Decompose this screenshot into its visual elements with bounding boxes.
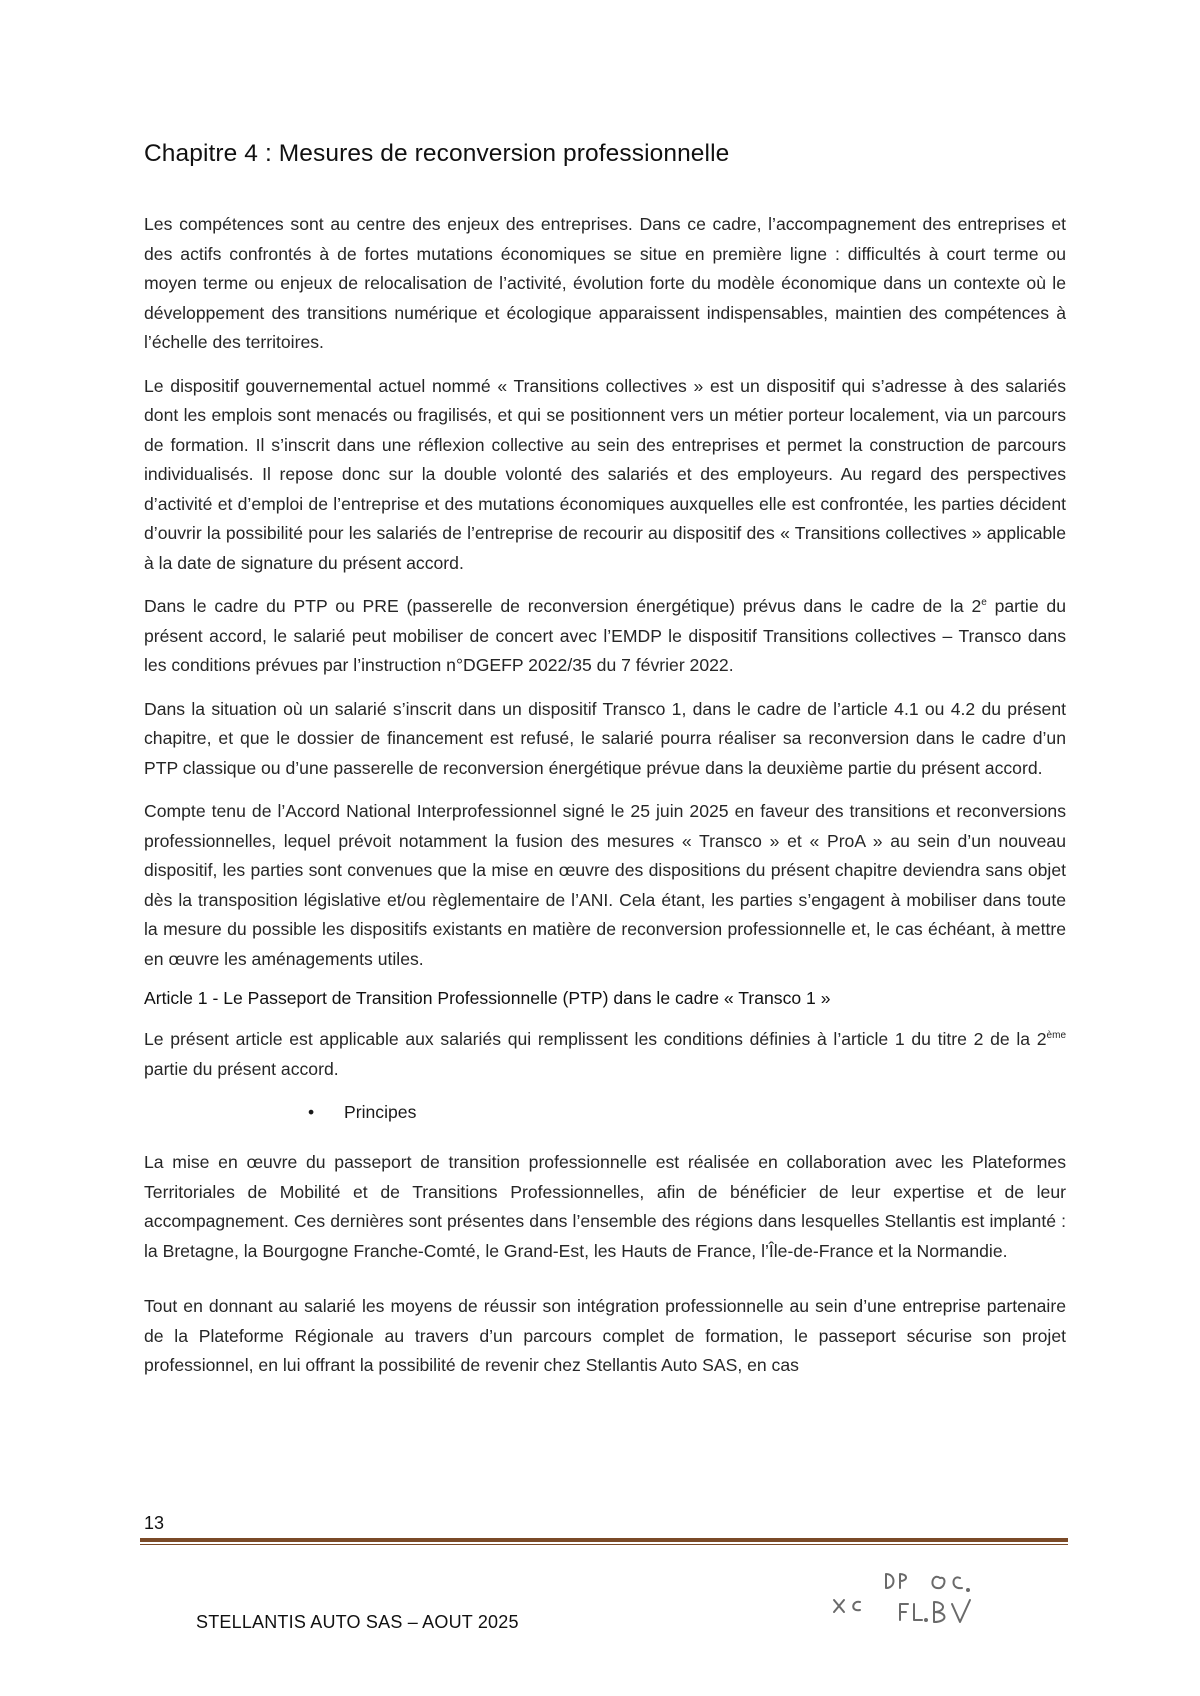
page-content [144,140,1066,1395]
paragraph-transitions-collectives: Le dispositif gouvernemental actuel nommé « Transitions collectives » est un dispositif qui s’adresse à des salariés dont les emplois sont menacés ou fragilisés, et qui se positionnent vers un métier porteur localement, via un parcours de formation. Il s’inscrit dans une réflexion collective au sein des entreprises et permet la construction de parcours individualisés. Il repose donc sur la double volonté des salariés et des employeurs. Au regard des perspectives d’activité et d’emploi de l’entreprise et des mutations économiques auxquelles elle est confrontée, les parties décident d’ouvrir la possibilité pour les salariés de l’entreprise de recourir au dispositif des « Transitions collectives » applicable à la date de signature du présent accord. [144,375,1066,573]
article-1-title: Article 1 - Le Passeport de Transition Professionnelle (PTP) dans le cadre « Transco 1 » [144,988,831,1008]
paragraph-passeport: Tout en donnant au salarié les moyens de réussir son intégration professionnelle au sein d’une entreprise partenaire de la Plateforme Régionale au travers d’un parcours complet de formation, le passeport sécurise son projet professionnel, en lui offrant la possibilité de revenir chez Stellantis Auto SAS, en cas [144,1296,1066,1375]
paragraph-plateformes: La mise en œuvre du passeport de transition professionnelle est réalisée en collaboration avec les Plateformes Territoriales de Mobilité et de Transitions Professionnelles, afin de bénéficier de leur expertise et de leur accompagnement. Ces dernières sont présentes dans l’ensemble des régions dans lesquelles Stellantis est implanté : la Bretagne, la Bourgogne Franche-Comté, le Grand-Est, les Hauts de France, l’Île-de-France et la Normandie. [144,1152,1066,1261]
bullet-dot-icon: • [308,1102,315,1122]
bullet-label: Principes [344,1102,417,1122]
paragraph-ptp-pre [144,592,1066,681]
paragraph-intro: Les compétences sont au centre des enjeux des entreprises. Dans ce cadre, l’accompagnement des entreprises et des actifs confrontés à de fortes mutations économiques se situe en première ligne : difficultés à court terme ou moyen terme ou enjeux de relocalisation de l’activité, évolution forte du modèle économique dans un contexte où le développement des transitions numérique et écologique apparaissent indispensables, maintien des compétences à l’échelle des territoires. [144,214,1066,352]
handwritten-initials-icon [828,1560,1008,1630]
paragraph-transco-refused: Dans la situation où un salarié s’inscrit dans un dispositif Transco 1, dans le cadre de l’article 4.1 ou 4.2 du présent chapitre, et que le dossier de financement est refusé, le salarié pourra réaliser sa reconversion dans le cadre d’un PTP classique ou d’une passerelle de reconversion énergétique prévue dans la deuxième partie du présent accord. [144,698,1066,778]
superscript-e: e [981,597,987,609]
article-1-intro-text-b: partie du présent accord. [144,1058,339,1079]
page-number: 13 [144,1513,165,1533]
paragraph-ptp-pre-text-b: partie du présent accord, le salarié peut mobiliser de concert avec l’EMDP le dispositif Transitions collectives – Transco dans les conditions prévues par l’instruction n°DGEFP 2022/35 du 7 février 2022. [144,596,1066,675]
bullet-principes [144,1098,1066,1126]
footer-rule-thick [140,1538,1068,1542]
paragraph-ptp-pre-text-a: Dans le cadre du PTP ou PRE (passerelle de reconversion énergétique) prévus dans le cadre de la 2 [144,596,982,616]
superscript-eme: ème [1046,1030,1066,1042]
footer-rule-thin [140,1544,1068,1545]
chapter-title: Chapitre 4 : Mesures de reconversion professionnelle [144,140,730,167]
paragraph-ani: Compte tenu de l’Accord National Interprofessionnel signé le 25 juin 2025 en faveur des transitions et reconversions professionnelles, lequel prévoit notamment la fusion des mesures « Transco » et « ProA » au sein d’un nouveau dispositif, les parties sont convenues que la mise en œuvre des dispositions du présent chapitre deviendra sans objet dès la transposition législative et/ou règlementaire de l’ANI. Cela étant, les parties s’engagent à mobiliser dans toute la mesure du possible les dispositifs existants en matière de reconversion professionnelle et, le cas échéant, à mettre en œuvre les aménagements utiles. [144,801,1066,969]
footer-company: STELLANTIS AUTO SAS – AOUT 2025 [196,1612,519,1632]
article-1-intro-text-a: Le présent article est applicable aux salariés qui remplissent les conditions définies à l’article 1 du titre 2 de la 2 [144,1029,1047,1049]
article-1-intro [144,1025,1066,1084]
